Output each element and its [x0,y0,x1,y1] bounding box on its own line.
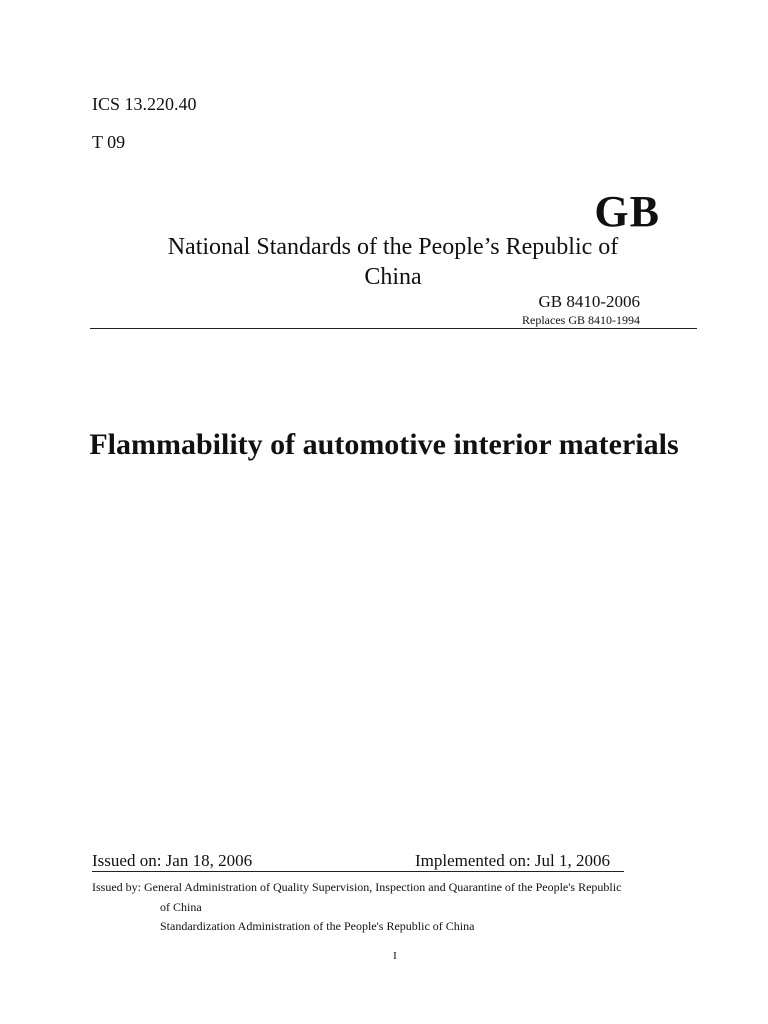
gb-mark: GB [594,187,660,236]
dates-underline [92,871,624,872]
ics-code: ICS 13.220.40 [92,94,197,114]
document-title: Flammability of automotive interior materials [89,428,679,461]
replaces-standard: Replaces GB 8410-1994 [522,313,640,327]
implemented-on-date: Implemented on: Jul 1, 2006 [415,851,611,870]
page-number: I [393,950,397,962]
issued-by-continued: of China [160,900,202,914]
issued-on-date: Issued on: Jan 18, 2006 [92,851,253,870]
header-divider [90,328,697,329]
organization-title: National Standards of the People’s Republic of China [167,234,619,290]
standard-number: GB 8410-2006 [538,292,640,311]
issued-by: Issued by: General Administration of Quality Supervision, Inspection and Quarantine of the People's Republic [92,880,622,894]
issued-by-second: Standardization Administration of the People's Republic of China [160,919,475,933]
classification-code: T 09 [92,132,126,152]
